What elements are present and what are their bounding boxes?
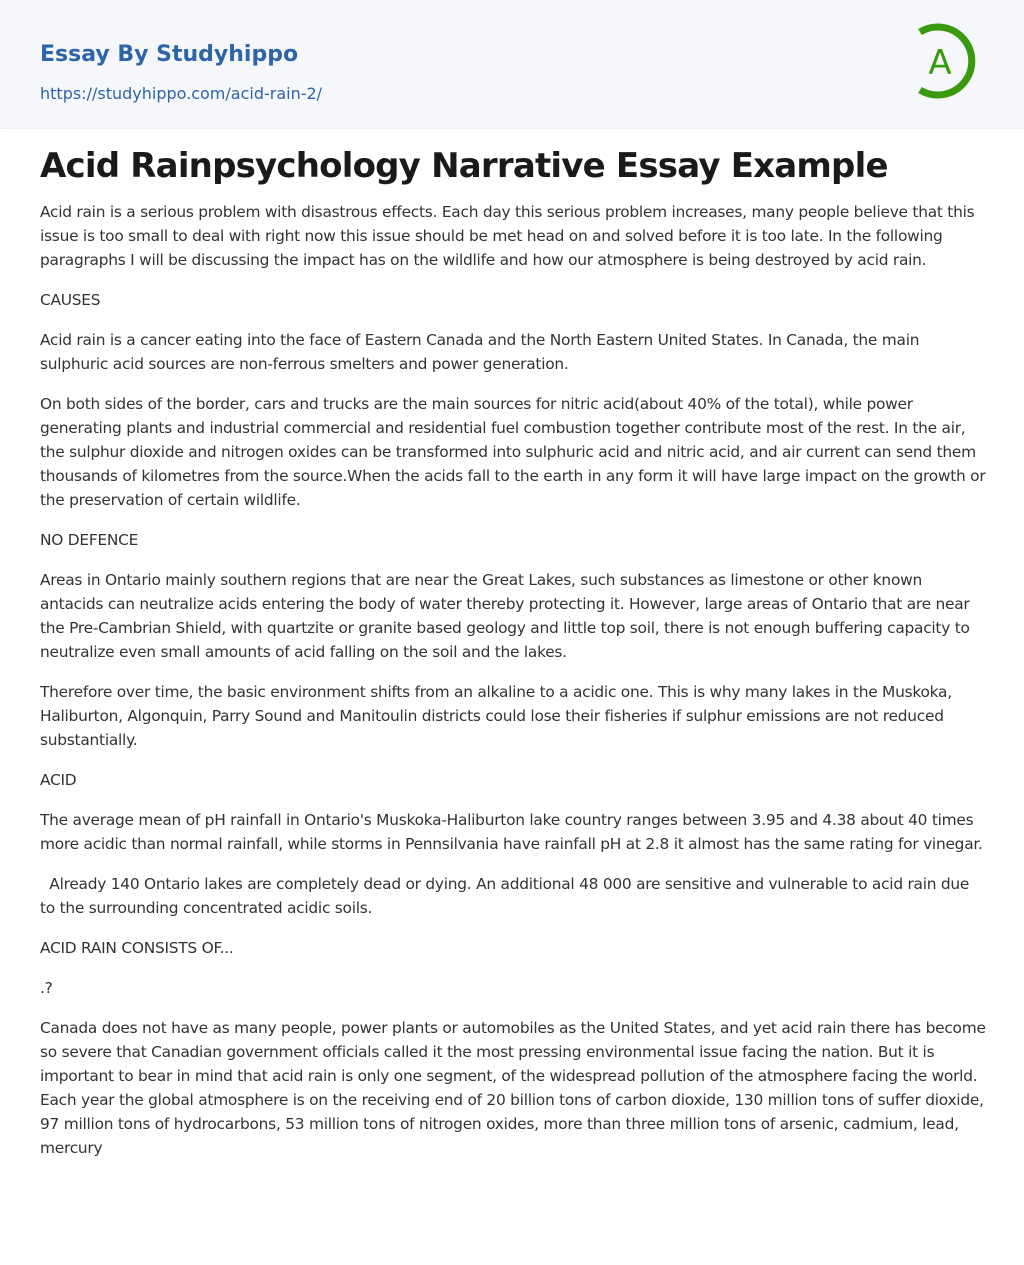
studyhippo-logo-icon[interactable]	[912, 18, 986, 104]
brand-title[interactable]: Essay By Studyhippo	[40, 42, 299, 67]
paragraph: Acid rain is a cancer eating into the face of Eastern Canada and the North Eastern United States. In Canada, the main sulphuric acid sources are non-ferrous smelters and power generation.	[40, 331, 920, 373]
paragraph: .?	[40, 979, 53, 997]
paragraph: On both sides of the border, cars and trucks are the main sources for nitric acid(about 40% of the total), while power generating plants and industrial commercial and residential fuel combustion together contribute most of the rest. In the air, the sulphur dioxide and nitrogen oxides can be transformed into sulphuric acid and nitric acid, and air current can send them thousands of kilometres from the source.When the acids fall to the earth in any form it will have large impact on the growth or the preservation of certain wildlife.	[40, 395, 986, 509]
paragraph: The average mean of pH rainfall in Ontario's Muskoka-Haliburton lake country ranges between 3.95 and 4.38 about 40 times more acidic than normal rainfall, while storms in Pennsilvania have rainfall pH at 2.8 it almost has the same rating for vinegar.	[40, 811, 983, 853]
logo-letter: A	[928, 43, 952, 83]
paragraph: Therefore over time, the basic environment shifts from an alkaline to a acidic one. This is why many lakes in the Muskoka, Haliburton, Algonquin, Parry Sound and Manitoulin districts could lose their fisheries if sulphur emissions are not reduced substantially.	[40, 683, 952, 749]
section-heading-acid: ACID	[40, 771, 77, 789]
essay-title: Acid Rainpsychology Narrative Essay Example	[40, 146, 888, 186]
section-heading-causes: CAUSES	[40, 291, 101, 309]
essay-body	[40, 200, 988, 1176]
section-heading-acid-rain-consists: ACID RAIN CONSISTS OF...	[40, 939, 234, 957]
site-header	[0, 0, 1024, 129]
paragraph-intro: Acid rain is a serious problem with disastrous effects. Each day this serious problem increases, many people believe that this issue is too small to deal with right now this issue should be met head on and solved before it is too late. In the following paragraphs I will be discussing the impact has on the wildlife and how our atmosphere is being destroyed by acid rain.	[40, 203, 975, 269]
paragraph: Areas in Ontario mainly southern regions that are near the Great Lakes, such substances as limestone or other known antacids can neutralize acids entering the body of water thereby protecting it. However, large areas of Ontario that are near the Pre-Cambrian Shield, with quartzite or granite based geology and little top soil, there is not enough buffering capacity to neutralize even small amounts of acid falling on the soil and the lakes.	[40, 571, 970, 661]
paragraph: Canada does not have as many people, power plants or automobiles as the United States, and yet acid rain there has become so severe that Canadian government officials called it the most pressing environmental issue facing the nation. But it is important to bear in mind that acid rain is only one segment, of the widespread pollution of the atmosphere facing the world. Each year the global atmosphere is on the receiving end of 20 billion tons of carbon dioxide, 130 million tons of suffer dioxide, 97 million tons of hydrocarbons, 53 million tons of nitrogen oxides, more than three million tons of arsenic, cadmium, lead, mercury	[40, 1019, 986, 1157]
paragraph: Already 140 Ontario lakes are completely dead or dying. An additional 48 000 are sensitive and vulnerable to acid rain due to the surrounding concentrated acidic soils.	[40, 875, 970, 917]
section-heading-no-defence: NO DEFENCE	[40, 531, 139, 549]
essay-url-link[interactable]: https://studyhippo.com/acid-rain-2/	[40, 84, 323, 103]
